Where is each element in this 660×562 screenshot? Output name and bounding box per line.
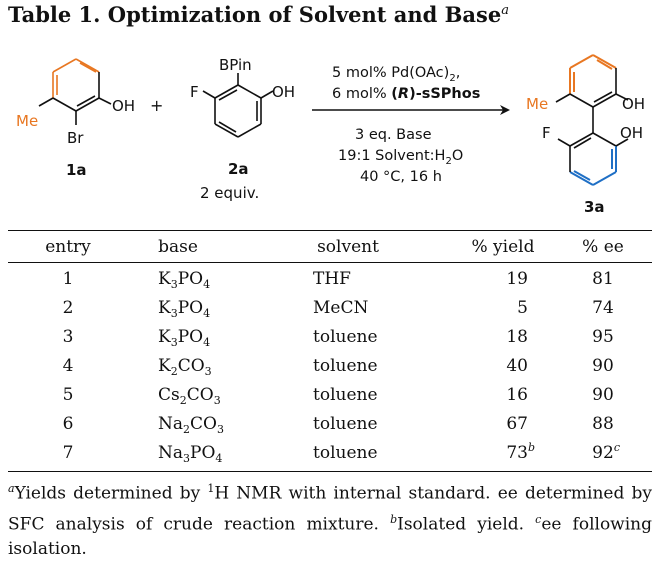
plus-sign: +: [150, 96, 164, 115]
yield-value: 19: [506, 269, 528, 289]
base-part-a: K: [158, 298, 171, 318]
cell-base: [158, 410, 224, 440]
ee-value: 90: [592, 385, 614, 405]
ee-value: 88: [592, 414, 614, 434]
table-bottom-rule: [8, 471, 652, 472]
yield-value: 16: [506, 385, 528, 405]
cell-solvent: toluene: [313, 356, 378, 376]
product-3a-label: 3a: [584, 198, 605, 216]
base-part-b: CO: [177, 356, 205, 376]
cell-ee: [578, 265, 628, 295]
cell-ee: [578, 381, 628, 411]
reaction-arrow: [312, 105, 510, 115]
table-row: [8, 410, 652, 438]
table-row: [8, 294, 652, 322]
reactant-1a-br: Br: [67, 129, 84, 147]
yield-value: 73: [506, 443, 528, 463]
footnote-c-text: ee following isolation.: [8, 514, 653, 560]
ee-value: 90: [592, 356, 614, 376]
table-row: [8, 265, 652, 293]
cell-entry: 7: [62, 443, 74, 463]
cell-entry: 3: [62, 327, 74, 347]
cell-yield: [468, 410, 528, 440]
base-part-b: CO: [190, 414, 217, 434]
cell-entry: 1: [62, 269, 74, 289]
base-part-b-sub: 4: [203, 278, 211, 291]
product-3a-oh-bottom: OH: [620, 124, 644, 142]
header-entry: entry: [45, 237, 91, 257]
cell-solvent: toluene: [313, 385, 378, 405]
cell-ee: [578, 294, 628, 324]
cell-solvent: toluene: [313, 414, 378, 434]
base-part-b-sub: 3: [216, 423, 224, 436]
ee-value: 95: [592, 327, 614, 347]
base-part-b: PO: [177, 298, 204, 318]
product-3a-me: Me: [526, 95, 549, 113]
base-part-b-sub: 3: [213, 394, 221, 407]
ee-value: 81: [592, 269, 614, 289]
cell-ee: [578, 439, 628, 467]
table-row: [8, 352, 652, 380]
footnote-a-text-2: H NMR with internal standard. ee determined by SFC analysis of crude reaction mixture.: [8, 483, 652, 535]
conditions-base: 3 eq. Base: [355, 127, 432, 143]
cell-solvent: toluene: [313, 443, 378, 463]
footnote-b-text: Isolated yield.: [397, 514, 536, 535]
table-row: [8, 323, 652, 351]
cell-base: [158, 352, 212, 382]
reactant-2a-oh: OH: [272, 83, 296, 101]
conditions-solvent: 19:1 $Solvent:H_2O$: [338, 148, 464, 167]
base-part-a-sub: 2: [179, 394, 187, 407]
base-part-a-sub: 3: [183, 452, 191, 465]
footnote-c-mark: c: [535, 512, 542, 526]
yield-value: 40: [506, 356, 528, 376]
cell-yield: [468, 323, 528, 353]
yield-footnote-mark: b: [528, 441, 536, 454]
base-part-b-sub: 4: [215, 452, 223, 465]
cell-base: [158, 381, 221, 411]
ee-value: 92: [592, 443, 614, 463]
table-row: [8, 381, 652, 409]
base-part-a: Na: [158, 414, 184, 434]
table-title-footnote-mark: a: [501, 3, 509, 18]
reactant-2a-structure: [203, 73, 273, 137]
reactant-1a-label: 1a: [66, 161, 87, 179]
yield-value: 18: [506, 327, 528, 347]
base-part-a-sub: 3: [170, 336, 178, 349]
reactant-1a-structure: [39, 59, 111, 125]
base-part-b: PO: [190, 443, 216, 463]
cell-entry: 2: [62, 298, 74, 318]
header-base: base: [158, 237, 198, 257]
base-part-b: PO: [177, 269, 204, 289]
base-part-b-sub: 4: [203, 307, 211, 320]
header-yield: % yield: [471, 237, 535, 257]
footnote-b-mark: b: [390, 512, 398, 526]
reactant-1a-me: Me: [16, 112, 39, 130]
base-part-b-sub: 3: [204, 365, 212, 378]
cell-ee: [578, 323, 628, 353]
reactant-2a-label: 2a: [228, 160, 249, 178]
base-part-a: K: [158, 327, 171, 347]
header-ee: % ee: [582, 237, 624, 257]
ee-footnote-mark: c: [613, 441, 620, 454]
base-part-a-sub: 3: [170, 278, 178, 291]
reaction-scheme: [0, 40, 660, 220]
cell-yield: [468, 265, 528, 295]
cell-yield: [468, 352, 528, 382]
cell-base: [158, 323, 210, 353]
cell-yield: [468, 439, 536, 467]
base-part-b-sub: 4: [203, 336, 211, 349]
cell-base: [158, 439, 222, 469]
base-part-a-sub: 2: [183, 423, 191, 436]
table-top-rule: [8, 230, 652, 231]
cell-ee: [578, 410, 628, 440]
base-part-a-sub: 2: [170, 365, 178, 378]
cell-yield: [468, 381, 528, 411]
cell-yield: [468, 294, 528, 324]
table-row: [8, 439, 652, 467]
product-3a-structure: [556, 55, 628, 185]
yield-value: 5: [517, 298, 528, 318]
base-part-a: Cs: [158, 385, 180, 405]
table-header-rule: [8, 262, 652, 263]
cell-entry: 5: [62, 385, 74, 405]
base-part-b: PO: [177, 327, 204, 347]
base-part-b: CO: [186, 385, 214, 405]
base-part-a: K: [158, 269, 171, 289]
reactant-2a-bpin: BPin: [219, 56, 252, 74]
product-3a-f: F: [542, 124, 551, 142]
conditions-ligand: 6 mol% (R)-sSPhos: [332, 86, 481, 102]
footnote-a-h-sup: 1: [207, 482, 215, 495]
base-part-a: K: [158, 356, 171, 376]
product-3a-oh-top: OH: [622, 95, 646, 113]
cell-solvent: THF: [313, 269, 351, 289]
conditions-catalyst: 5 mol% $Pd(OAc)_2$,: [332, 65, 461, 84]
header-solvent: solvent: [317, 237, 379, 257]
reactant-1a-oh: OH: [112, 97, 136, 115]
cell-base: [158, 294, 210, 324]
reactant-2a-equiv: 2 equiv.: [200, 184, 260, 202]
base-part-a-sub: 3: [170, 307, 178, 320]
table-footnotes: [8, 476, 652, 562]
yield-value: 67: [506, 414, 528, 434]
footnote-a-mark: a: [8, 482, 15, 495]
cell-solvent: toluene: [313, 327, 378, 347]
ee-value: 74: [592, 298, 614, 318]
base-part-a: Na: [158, 443, 184, 463]
cell-entry: 4: [62, 356, 74, 376]
cell-solvent: MeCN: [313, 298, 369, 318]
table-title-text: Table 1. Optimization of Solvent and Base: [8, 2, 502, 27]
table-header-row: [8, 233, 652, 261]
table-title: [8, 2, 509, 27]
cell-ee: [578, 352, 628, 382]
cell-base: [158, 265, 210, 295]
reactant-2a-f: F: [190, 83, 199, 101]
conditions-temperature-time: 40 °C, 16 h: [360, 169, 442, 185]
cell-entry: 6: [62, 414, 74, 434]
footnote-a-text-1: Yields determined by: [14, 483, 208, 504]
